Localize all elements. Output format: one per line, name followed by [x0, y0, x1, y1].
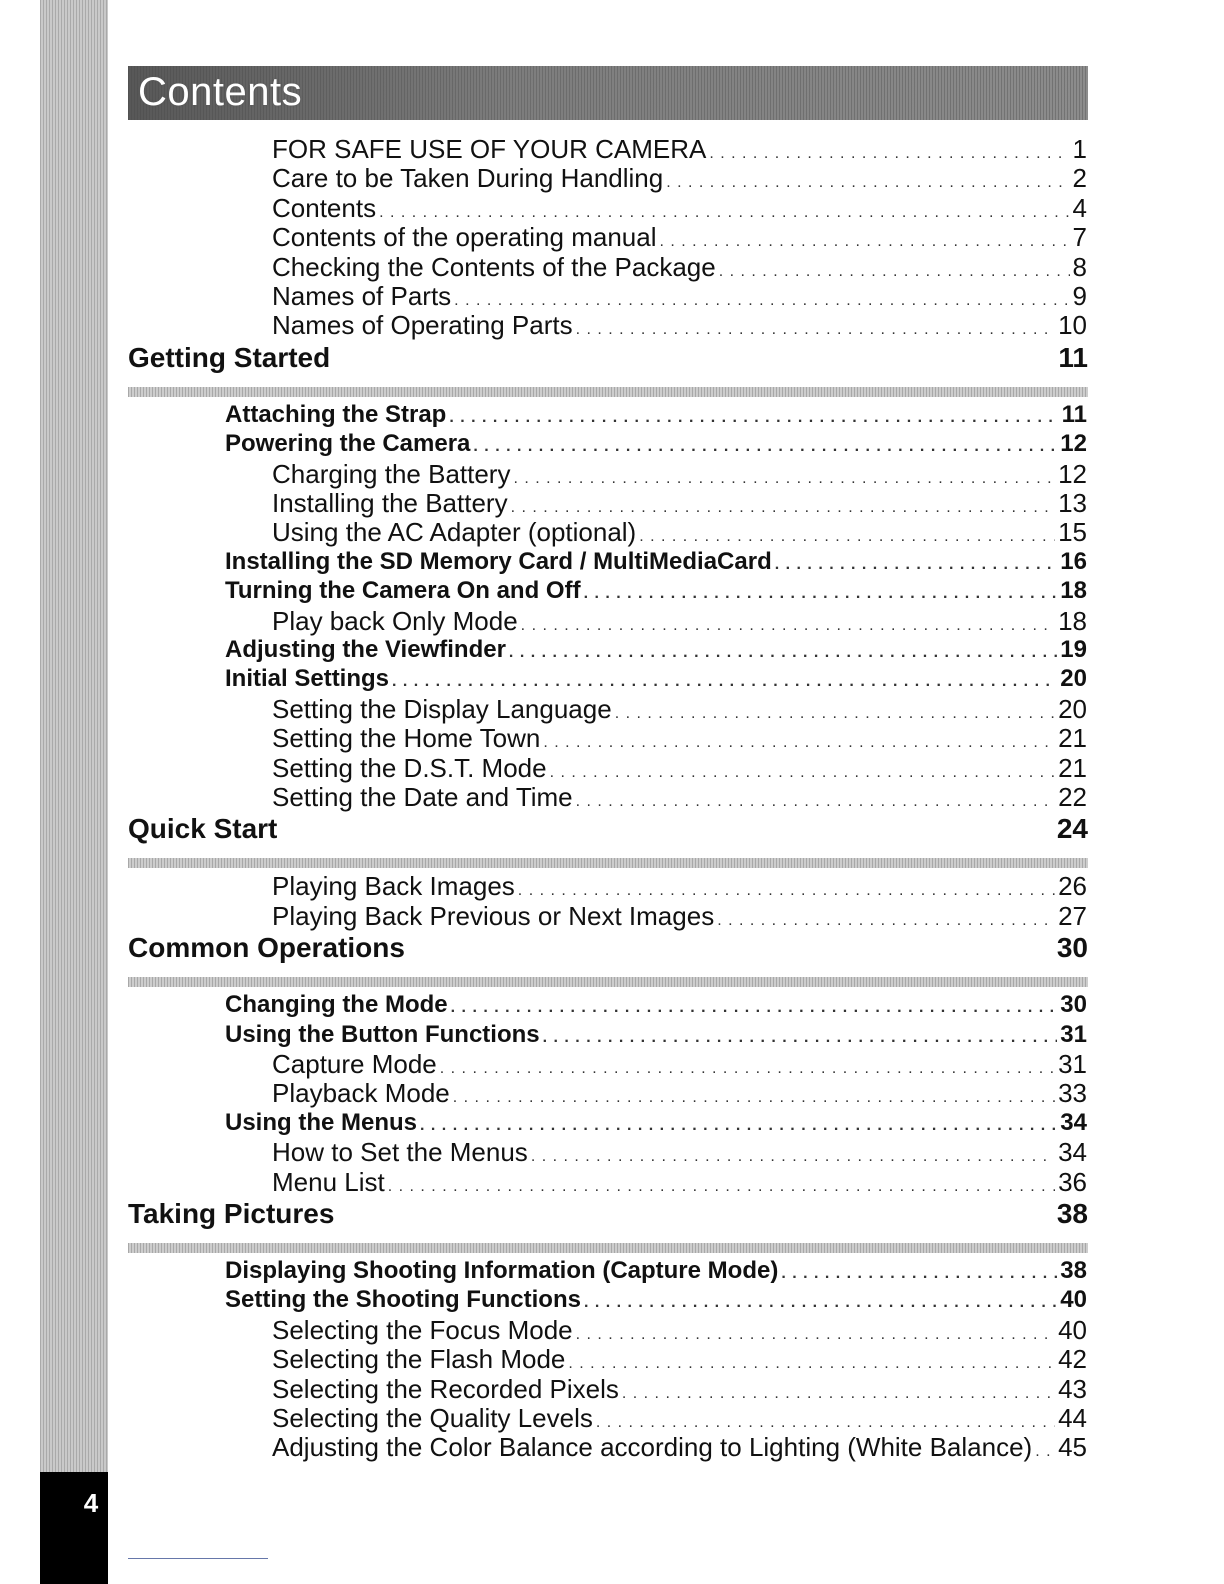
dot-leader	[1035, 1437, 1055, 1467]
chapter-heading[interactable]	[128, 342, 1088, 374]
chapter-title: Taking Pictures	[128, 1198, 335, 1229]
toc-entry-label: Checking the Contents of the Package	[272, 251, 716, 282]
toc-entry-label: Selecting the Flash Mode	[272, 1344, 566, 1375]
title-banner	[128, 66, 1088, 120]
toc-entry-label: Playing Back Images	[272, 871, 515, 902]
toc-entry-heading[interactable]	[225, 1108, 1087, 1141]
toc-entry-page: 22	[1058, 782, 1087, 812]
chapter-title: Getting Started	[128, 341, 331, 373]
toc-entry-label: Setting the Shooting Functions	[225, 1286, 581, 1314]
toc-entry-label: Installing the Battery	[272, 488, 508, 518]
toc-entry-label: Contents	[272, 192, 377, 223]
toc-entry-heading[interactable]	[225, 635, 1087, 668]
toc-entry-page: 12	[1058, 458, 1087, 489]
toc-entry-heading[interactable]	[225, 1020, 1087, 1053]
toc-entry[interactable]	[272, 782, 1087, 817]
toc-entry-label: Installing the SD Memory Card / MultiMediaCard	[225, 547, 772, 575]
toc-entry-page: 20	[1060, 665, 1087, 693]
toc-entry-page: 40	[1060, 1286, 1087, 1314]
toc-entry-label: Changing the Mode	[225, 991, 448, 1019]
toc-entry-page: 19	[1060, 636, 1087, 663]
toc-entry-page: 10	[1058, 310, 1087, 341]
toc-entry-page: 36	[1058, 1166, 1087, 1197]
chapter-rule	[128, 858, 1088, 868]
toc-entry-label: Adjusting the Viewfinder	[225, 636, 506, 663]
chapter-title: Common Operations	[128, 932, 405, 964]
toc-entry-page: 4	[1072, 192, 1087, 223]
toc-entry-page: 34	[1058, 1137, 1087, 1168]
chapter-page: 24	[1056, 813, 1088, 845]
toc-entry-page: 45	[1058, 1432, 1087, 1463]
toc-entry-label: Names of Operating Parts	[272, 310, 573, 341]
toc-entry-label: Initial Settings	[225, 665, 390, 693]
toc-entry-page: 18	[1060, 577, 1087, 605]
toc-entry-label: Attaching the Strap	[225, 400, 447, 428]
toc-entry-label: Selecting the Recorded Pixels	[272, 1373, 619, 1404]
toc-entry-label: Care to be Taken During Handling	[272, 163, 664, 194]
toc-entry-label: Playing Back Previous or Next Images	[272, 900, 715, 931]
toc-entry-label: Play back Only Mode	[272, 605, 518, 636]
toc-entry-label: Using the Button Functions	[225, 1020, 540, 1048]
toc-entry-label: Selecting the Quality Levels	[272, 1403, 593, 1433]
toc-entry-heading[interactable]	[225, 429, 1087, 462]
toc-entry-page: 44	[1058, 1403, 1087, 1433]
chapter-heading[interactable]	[128, 932, 1088, 964]
toc-entry-label: Contents of the operating manual	[272, 222, 657, 253]
toc-entry-heading[interactable]	[225, 664, 1087, 697]
toc-entry-heading[interactable]	[225, 576, 1087, 609]
chapter-page: 30	[1056, 932, 1088, 964]
toc-entry-heading[interactable]	[225, 1285, 1087, 1318]
toc-entry-page: 31	[1058, 1049, 1087, 1079]
toc-entry-page: 2	[1072, 163, 1087, 194]
chapter-heading[interactable]	[128, 813, 1088, 845]
chapter-title: Quick Start	[128, 813, 278, 845]
toc-entry-page: 13	[1058, 488, 1087, 518]
toc-entry-page: 27	[1058, 900, 1087, 931]
toc-entry-label: Setting the Date and Time	[272, 782, 573, 812]
page-title: Contents	[138, 70, 303, 114]
toc-entry-label: Adjusting the Color Balance according to Lighting (White Balance)	[272, 1432, 1033, 1463]
toc-entry[interactable]	[272, 901, 1087, 936]
toc-entry[interactable]	[272, 1432, 1087, 1467]
toc-entry-page: 21	[1058, 752, 1087, 783]
toc-entry-label: Setting the D.S.T. Mode	[272, 752, 547, 783]
toc-entry[interactable]	[272, 310, 1087, 345]
toc-entry-page: 42	[1058, 1344, 1087, 1375]
toc-entry-page: 26	[1058, 871, 1087, 902]
page-number: 4	[83, 1488, 99, 1518]
toc-entry-label: Setting the Home Town	[272, 723, 541, 754]
chapter-heading[interactable]	[128, 1198, 1088, 1230]
toc-entry-label: FOR SAFE USE OF YOUR CAMERA	[272, 134, 707, 164]
toc-entry-page: 38	[1060, 1257, 1087, 1284]
toc-entry-label: Powering the Camera	[225, 430, 471, 458]
toc-entry-label: Charging the Battery	[272, 458, 511, 489]
toc-entry-label: Selecting the Focus Mode	[272, 1314, 573, 1345]
toc-entry-page: 18	[1058, 605, 1087, 636]
toc-entry-page: 7	[1072, 222, 1087, 253]
toc-entry-page: 21	[1058, 723, 1087, 754]
toc-entry-label: Displaying Shooting Information (Capture Mode)	[225, 1257, 779, 1284]
toc-entry-label: Turning the Camera On and Off	[225, 577, 581, 605]
toc-entry-page: 40	[1058, 1314, 1087, 1345]
toc-entry-page: 11	[1061, 400, 1087, 428]
toc-entry-heading[interactable]	[225, 1256, 1087, 1289]
toc-entry-page: 31	[1060, 1020, 1087, 1048]
chapter-rule	[128, 387, 1088, 397]
chapter-rule	[128, 1243, 1088, 1253]
toc-entry-label: Using the AC Adapter (optional)	[272, 517, 637, 548]
toc-entry-heading[interactable]	[225, 400, 1087, 433]
footer-rule	[128, 1558, 268, 1559]
toc-entry-label: Setting the Display Language	[272, 693, 612, 724]
toc-entry-page: 15	[1058, 517, 1087, 548]
sidebar-stripe	[40, 0, 108, 1584]
toc-entry-label: Menu List	[272, 1166, 385, 1197]
toc-entry-label: Playback Mode	[272, 1078, 450, 1109]
toc-entry-label: Using the Menus	[225, 1108, 418, 1136]
toc-entry-page: 20	[1058, 693, 1087, 724]
toc-entry-label: How to Set the Menus	[272, 1137, 528, 1168]
chapter-rule	[128, 977, 1088, 987]
chapter-page: 38	[1056, 1198, 1088, 1229]
toc-entry-page: 43	[1058, 1373, 1087, 1404]
toc-entry-heading[interactable]	[225, 990, 1087, 1023]
toc-entry-label: Capture Mode	[272, 1049, 437, 1079]
toc-entry-page: 9	[1072, 281, 1087, 311]
toc-entry[interactable]	[272, 1167, 1087, 1202]
toc-entry-page: 8	[1072, 251, 1087, 282]
chapter-page: 11	[1058, 341, 1088, 373]
toc-entry-page: 12	[1060, 430, 1087, 458]
toc-entry-page: 16	[1060, 547, 1087, 575]
toc-entry-page: 34	[1060, 1108, 1087, 1136]
toc-entry-page: 33	[1058, 1078, 1087, 1109]
toc-entry-heading[interactable]	[225, 547, 1087, 580]
toc-entry-label: Names of Parts	[272, 281, 452, 311]
toc-entry-page: 1	[1072, 134, 1087, 164]
toc-entry-page: 30	[1060, 991, 1087, 1019]
